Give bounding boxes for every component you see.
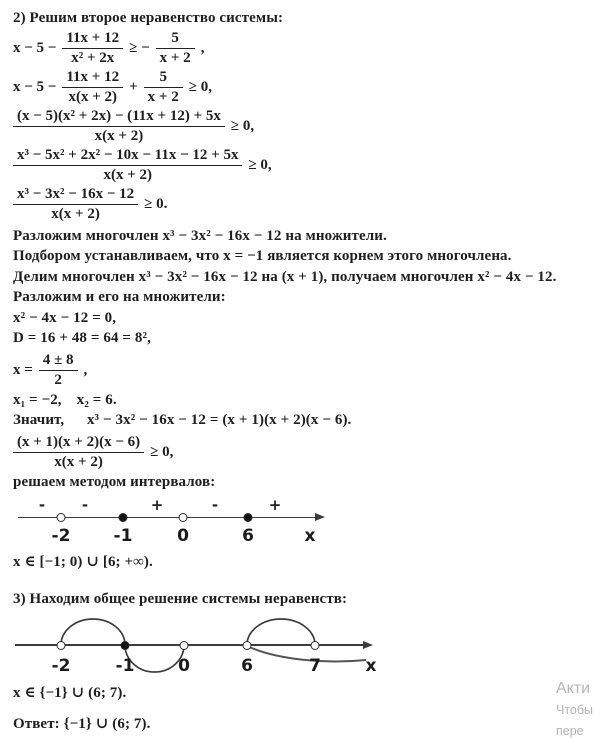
section-3-heading: 3) Находим общее решение системы неравенств: — [13, 590, 348, 607]
tick-label: 0 — [178, 656, 190, 676]
text-factor-quadratic: Разложим и его на множители: — [13, 289, 226, 305]
formula-tail: ≥ 0, — [188, 78, 212, 95]
tick-label: 6 — [241, 656, 253, 676]
fraction-numerator: 11x + 12 — [66, 29, 120, 46]
fraction-numerator: 5 — [171, 29, 179, 46]
point-minus1-filled — [119, 513, 128, 522]
formula-discriminant: D = 16 + 48 = 64 = 8², — [13, 330, 151, 346]
text-divide-polynomial: Делим многочлен x³ − 3x² − 16x − 12 на (x + 1), получаем многочлен x² − 4x − 12. — [13, 268, 557, 285]
formula-tail: ≥ 0, — [230, 117, 255, 134]
point-6-open — [243, 641, 252, 650]
tick-label: -1 — [115, 656, 135, 676]
fraction — [144, 68, 183, 107]
interval-sign: + — [268, 496, 282, 514]
plus-sign: + — [129, 78, 138, 95]
fraction-numerator: x³ − 5x² + 2x² − 10x − 11x − 12 + 5x — [17, 146, 239, 163]
formula-roots — [13, 351, 600, 390]
fraction — [39, 351, 78, 390]
windows-activation-watermark — [556, 680, 593, 739]
formula-original-inequality — [13, 29, 600, 68]
point-0-open — [179, 513, 188, 522]
tick-label: -2 — [51, 526, 71, 546]
fraction-denominator: x(x + 2) — [62, 87, 123, 107]
fraction — [62, 29, 123, 68]
formula-tail: ≥ 0. — [144, 195, 168, 212]
formula-root-values: x₁ = −2, x₂ = 6. — [13, 391, 117, 408]
fraction — [13, 146, 242, 185]
watermark-line-2: Чтобы — [556, 703, 594, 717]
formula-tail: , — [83, 361, 88, 378]
interval-sign: - — [38, 496, 46, 514]
arrowhead-icon — [363, 641, 373, 649]
fraction — [13, 185, 138, 224]
fraction-denominator: x(x + 2) — [13, 452, 144, 472]
tick-label: -1 — [113, 526, 133, 546]
fraction — [13, 107, 225, 146]
fraction — [13, 433, 144, 472]
formula-tail: ≥ 0, — [150, 443, 174, 460]
text-factor-polynomial: Разложим многочлен x³ − 3x² − 16x − 12 на множители. — [13, 227, 387, 244]
curve-6-to-infinity — [247, 646, 366, 661]
text-interval-method: решаем методом интервалов: — [13, 473, 216, 490]
interval-sign: - — [81, 496, 89, 514]
fraction-numerator: 11x + 12 — [66, 68, 120, 85]
formula-lead: x − 5 − — [13, 78, 57, 95]
interval-arcs — [13, 611, 593, 683]
fraction-numerator: (x + 1)(x + 2)(x − 6) — [17, 433, 141, 450]
arrowhead-icon — [315, 513, 325, 521]
point-minus2-open — [57, 641, 66, 650]
formula-expanded-1 — [13, 107, 600, 146]
formula-expanded-2 — [13, 146, 600, 185]
solution-system: x ∈ {−1} ∪ (6; 7). — [13, 685, 127, 701]
axis-variable-label: x — [304, 526, 316, 546]
fraction — [62, 68, 123, 107]
number-line-1 — [13, 498, 600, 550]
formula-quadratic-equation: x² − 4x − 12 = 0, — [13, 309, 117, 326]
interval-sign: - — [211, 496, 219, 514]
formula-factorization: Значит, x³ − 3x² − 16x − 12 = (x + 1)(x + 2)(x − 6). — [13, 412, 352, 428]
formula-factored-inequality — [13, 433, 600, 472]
fraction-numerator: 4 ± 8 — [42, 351, 74, 368]
arc-6-7 — [247, 619, 315, 645]
fraction-numerator: x³ − 3x² − 16x − 12 — [17, 185, 135, 202]
fraction-numerator: 5 — [159, 68, 167, 85]
tick-label: 0 — [177, 526, 189, 546]
point-7-open — [311, 641, 320, 650]
watermark-line-1: Акти — [556, 680, 591, 697]
section-2-heading: 2) Решим второе неравенство системы: — [13, 10, 284, 26]
watermark-line-3: пере — [556, 724, 584, 738]
formula-simplified — [13, 185, 600, 224]
fraction-numerator: (x − 5)(x² + 2x) − (11x + 12) + 5x — [17, 107, 221, 124]
fraction-denominator: 2 — [39, 370, 78, 390]
point-6-filled — [244, 513, 253, 522]
formula-tail: ≥ 0, — [248, 156, 272, 173]
tick-label: 7 — [309, 656, 321, 676]
formula-lead: x − 5 − — [13, 39, 57, 56]
tick-label: 6 — [242, 526, 254, 546]
fraction-denominator: x² + 2x — [62, 48, 123, 68]
solution-inequality-2: x ∈ [−1; 0) ∪ [6; +∞). — [13, 554, 153, 570]
text-root-found: Подбором устанавливаем, что x = −1 является корнем этого многочлена. — [13, 248, 512, 264]
fraction-denominator: x(x + 2) — [13, 165, 242, 185]
fraction-denominator: x + 2 — [156, 48, 195, 68]
final-answer: Ответ: {−1} ∪ (6; 7). — [13, 715, 151, 732]
point-minus1-filled — [121, 641, 130, 650]
interval-sign: + — [150, 496, 164, 514]
tick-label: -2 — [51, 656, 71, 676]
fraction-denominator: x(x + 2) — [13, 204, 138, 224]
formula-lead: x = — [13, 361, 33, 378]
fraction — [156, 29, 195, 68]
axis-variable-label: x — [365, 656, 377, 676]
relation-sign: ≥ − — [129, 39, 150, 56]
fraction-denominator: x(x + 2) — [13, 126, 225, 146]
formula-common-denominator — [13, 68, 600, 107]
fraction-denominator: x + 2 — [144, 87, 183, 107]
number-line-2 — [13, 611, 600, 683]
point-0-open — [180, 641, 189, 650]
formula-tail: , — [200, 39, 205, 56]
point-minus2-open — [57, 513, 66, 522]
arc-minus2-minus1 — [61, 619, 125, 645]
